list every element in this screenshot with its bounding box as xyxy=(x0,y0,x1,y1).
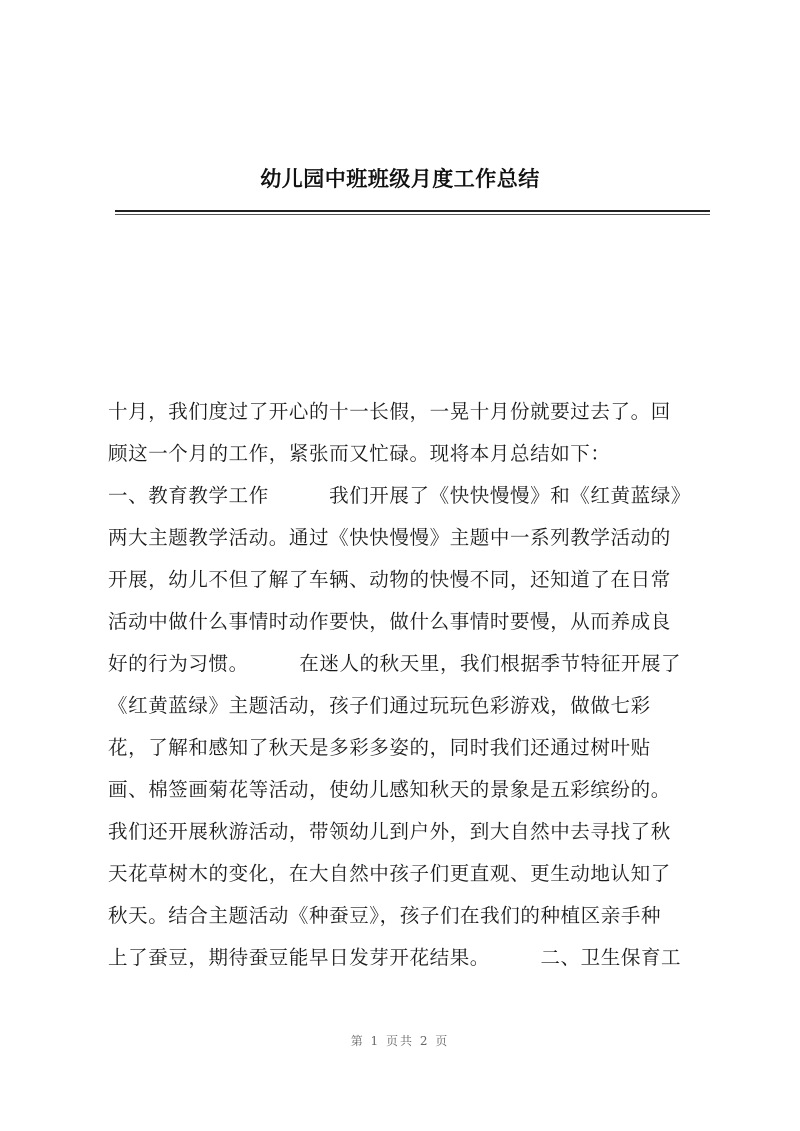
body-line: 开展，幼儿不但了解了车辆、动物的快慢不同，还知道了在日常 xyxy=(108,568,671,591)
page-title: 幼儿园中班班级月度工作总结 xyxy=(260,167,540,191)
body-line: 上了蚕豆，期待蚕豆能早日发芽开花结果。 二、卫生保育工 xyxy=(108,946,682,969)
body-line: 活动中做什么事情时动作要快，做什么事情时要慢，从而养成良 xyxy=(108,610,671,633)
body-line: 两大主题教学活动。通过《快快慢慢》主题中一系列教学活动的 xyxy=(108,526,671,549)
body-line: 秋天。结合主题活动《种蚕豆》，孩子们在我们的种植区亲手种 xyxy=(108,904,662,927)
body-line: 顾这一个月的工作，紧张而又忙碌。现将本月总结如下： xyxy=(108,442,611,465)
title-divider-thin xyxy=(115,214,710,215)
body-line: 天花草树木的变化，在大自然中孩子们更直观、更生动地认知了 xyxy=(108,862,671,885)
body-line: 好的行为习惯。 在迷人的秋天里，我们根据季节特征开展了 xyxy=(108,652,682,675)
page-number-footer: 第 1 页共 2 页 xyxy=(350,1034,450,1048)
body-line: 我们还开展秋游活动，带领幼儿到户外，到大自然中去寻找了秋 xyxy=(108,820,671,843)
body-line: 《红黄蓝绿》主题活动，孩子们通过玩玩色彩游戏，做做七彩 xyxy=(108,694,651,717)
title-divider xyxy=(115,210,710,212)
body-line: 花，了解和感知了秋天是多彩多姿的，同时我们还通过树叶贴 xyxy=(108,736,651,759)
body-line: 画、棉签画菊花等活动，使幼儿感知秋天的景象是五彩缤纷的。 xyxy=(108,778,671,801)
body-line: 一、教育教学工作 我们开展了《快快慢慢》和《红黄蓝绿》 xyxy=(108,484,691,507)
body-line: 十月，我们度过了开心的十一长假，一晃十月份就要过去了。回 xyxy=(108,400,671,423)
